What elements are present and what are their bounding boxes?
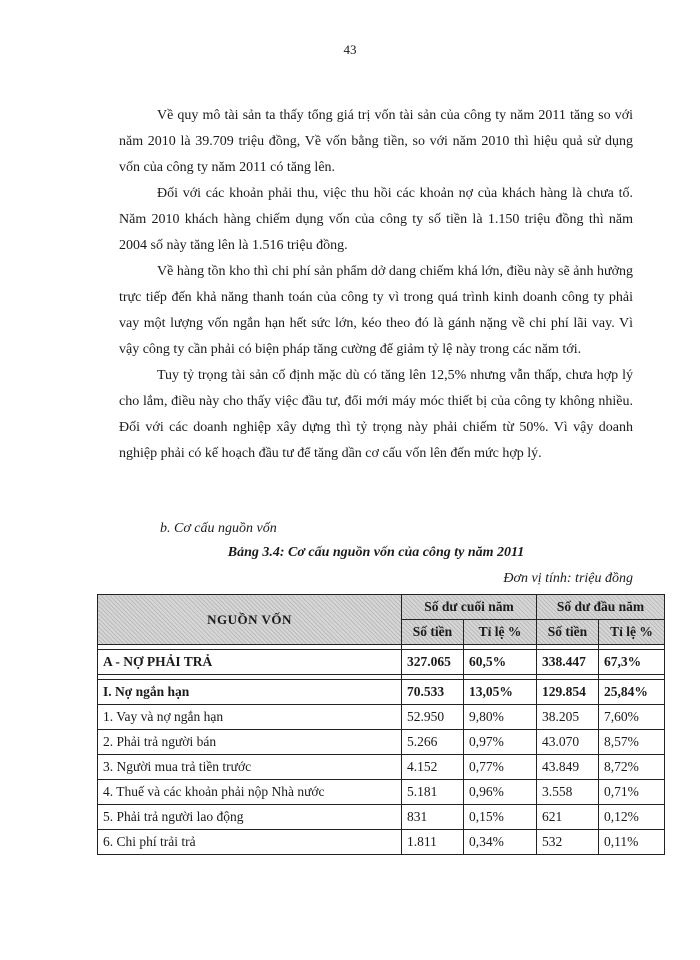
table-row [98,830,665,855]
body-text [119,103,633,467]
end-amount: 327.065 [402,650,464,675]
header-start-of-year: Số dư đầu năm [537,595,665,620]
row-label: 5. Phải trả người lao động [98,805,402,830]
start-amount: 129.854 [537,680,599,705]
end-ratio: 0,97% [464,730,537,755]
row-label: 2. Phải trả người bán [98,730,402,755]
paragraph-asset-scale: Về quy mô tài sản ta thấy tổng giá trị vốn tài sản của công ty năm 2011 tăng so với năm 2010 là 39.709 triệu đồng, Về vốn bằng tiền, so với năm 2010 thì hiệu quả sử dụng vốn của công ty năm 2011 có tăng lên. [119,108,633,175]
table-row [98,805,665,830]
paragraph-inventory: Về hàng tồn kho thì chi phí sản phẩm dở dang chiếm khá lớn, điều này sẽ ảnh hưởng trực tiếp đến khả năng thanh toán của công ty vì trong quá trình kinh doanh công ty phải vay một lượng vốn ngắn hạn hết sức lớn, kéo theo đó là gánh nặng về chi phí lãi vay. Vì vậy công ty cần phải có biện pháp tăng cường để giảm tỷ lệ này trong các năm tới. [119,264,633,357]
end-ratio: 0,15% [464,805,537,830]
end-ratio: 0,34% [464,830,537,855]
start-ratio: 7,60% [599,705,665,730]
row-label: 3. Người mua trả tiền trước [98,755,402,780]
end-ratio: 9,80% [464,705,537,730]
header-end-amount: Số tiền [402,620,464,645]
row-label: 1. Vay và nợ ngắn hạn [98,705,402,730]
start-amount: 621 [537,805,599,830]
start-ratio: 0,11% [599,830,665,855]
start-amount: 43.849 [537,755,599,780]
end-amount: 70.533 [402,680,464,705]
end-amount: 1.811 [402,830,464,855]
page-number: 43 [343,42,357,57]
start-ratio: 25,84% [599,680,665,705]
header-start-amount: Số tiền [537,620,599,645]
start-ratio: 8,72% [599,755,665,780]
table-row [98,680,665,705]
row-label: I. Nợ ngắn hạn [98,680,402,705]
header-end-of-year: Số dư cuối năm [402,595,537,620]
table-row [98,780,665,805]
end-amount: 52.950 [402,705,464,730]
end-amount: 5.266 [402,730,464,755]
row-label: 4. Thuế và các khoản phải nộp Nhà nước [98,780,402,805]
table-row [98,650,665,675]
end-ratio: 0,77% [464,755,537,780]
end-ratio: 0,96% [464,780,537,805]
table-row [98,705,665,730]
end-amount: 5.181 [402,780,464,805]
start-ratio: 0,71% [599,780,665,805]
start-amount: 338.447 [537,650,599,675]
start-ratio: 67,3% [599,650,665,675]
header-end-ratio: Tỉ lệ % [464,620,537,645]
paragraph-receivables: Đối với các khoản phải thu, việc thu hồi các khoản nợ của khách hàng là chưa tố. Năm 2010 khách hàng chiếm dụng vốn của công ty số tiền là 1.150 triệu đồng thì năm 2004 số này tăng lên là 1.516 triệu đồng. [119,186,633,253]
table-row [98,730,665,755]
start-ratio: 0,12% [599,805,665,830]
table-caption: Bảng 3.4: Cơ cấu nguồn vốn của công ty năm 2011 [227,545,525,560]
end-amount: 4.152 [402,755,464,780]
start-amount: 532 [537,830,599,855]
start-amount: 38.205 [537,705,599,730]
table-row [98,755,665,780]
section-heading: b. Cơ cấu nguồn vốn [160,521,277,536]
row-label: A - NỢ PHẢI TRẢ [98,650,402,675]
end-amount: 831 [402,805,464,830]
unit-note: Đơn vị tính: triệu đồng [503,571,633,586]
header-start-ratio: Tỉ lệ % [599,620,665,645]
header-capital-source: NGUỒN VỐN [98,595,402,645]
end-ratio: 13,05% [464,680,537,705]
end-ratio: 60,5% [464,650,537,675]
start-amount: 3.558 [537,780,599,805]
start-ratio: 8,57% [599,730,665,755]
paragraph-fixed-assets: Tuy tỷ trọng tài sản cố định mặc dù có tăng lên 12,5% nhưng vẫn thấp, chưa hợp lý cho lắm, điều này cho thấy việc đầu tư, đổi mới máy móc thiết bị của công ty không nhiều. Đối với các doanh nghiệp xây dựng thì tỷ trọng này phải chiếm từ 50%. Vì vậy doanh nghiệp phải có kế hoạch đầu tư để tăng dần cơ cấu vốn lên đến mức hợp lý. [119,368,633,461]
start-amount: 43.070 [537,730,599,755]
row-label: 6. Chi phí trải trả [98,830,402,855]
capital-structure-table [97,594,665,855]
